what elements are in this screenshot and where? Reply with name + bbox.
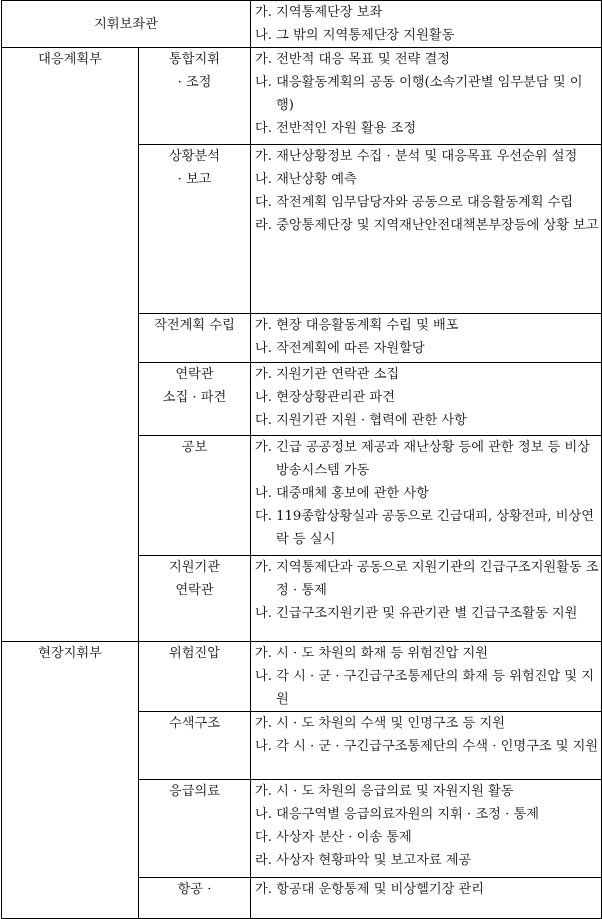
list-item: 다. 사상자 분산 · 이송 통제 xyxy=(255,830,412,845)
section-label: 현장지휘부 xyxy=(38,646,102,661)
section-label: 지휘보좌관 xyxy=(94,16,158,32)
list-item: 가. 시 · 도 차원의 화재 등 위험진압 지원 xyxy=(255,646,489,661)
section-cell xyxy=(2,642,139,919)
subsection-cell xyxy=(139,878,251,919)
list-item: 가. 긴급 공공정보 제공과 재난상황 등에 관한 정보 등 비상방송시스템 가동 xyxy=(255,440,590,478)
list-item: 가. 현장 대응활동계획 수립 및 배포 xyxy=(255,318,459,333)
section-cell xyxy=(2,48,139,642)
description-cell xyxy=(251,780,602,878)
subsection-cell xyxy=(139,436,251,556)
responsibility-table xyxy=(1,0,602,919)
list-item: 가. 지역통제단장 보좌 xyxy=(255,5,383,20)
subsection-label: · 조정 xyxy=(177,75,212,90)
list-item: 나. 대중매체 홍보에 관한 사항 xyxy=(255,486,429,501)
description-cell xyxy=(251,436,602,556)
subsection-cell xyxy=(139,314,251,363)
list-item: 나. 현장상황관리관 파견 xyxy=(255,390,395,405)
subsection-label: 수색구조 xyxy=(169,716,220,731)
list-item: 다. 119종합상황실과 공동으로 긴급대피, 상황전파, 비상연락 등 실시 xyxy=(255,509,594,547)
subsection-label: 작전계획 수립 xyxy=(154,318,235,333)
table-row xyxy=(2,48,602,145)
subsection-label: 항공 · xyxy=(177,882,212,897)
list-item: 나. 대응구역별 응급의료자원의 지휘 · 조정 · 통제 xyxy=(255,807,539,822)
description-cell xyxy=(251,556,602,642)
list-item: 나. 각 시 · 군 · 구긴급구조통제단의 화재 등 위험진압 및 지원 xyxy=(255,669,594,707)
table-body xyxy=(2,1,602,919)
subsection-cell xyxy=(139,712,251,780)
list-item: 라. 중앙통제단장 및 지역재난안전대책본부장등에 상황 보고 xyxy=(255,218,599,233)
list-item: 다. 작전계획 임무담당자와 공동으로 대응활동계획 수립 xyxy=(255,195,574,210)
subsection-label: 응급의료 xyxy=(169,784,220,799)
subsection-cell xyxy=(139,145,251,314)
table-row xyxy=(2,642,602,712)
description-cell xyxy=(251,314,602,363)
subsection-cell xyxy=(139,780,251,878)
list-item: 가. 지원기관 연락관 소집 xyxy=(255,367,400,382)
list-item: 가. 전반적 대응 목표 및 전략 결정 xyxy=(255,52,450,67)
subsection-cell xyxy=(139,642,251,712)
list-item: 나. 작전계획에 따른 자원할당 xyxy=(255,341,425,356)
description-cell xyxy=(251,1,602,48)
subsection-cell xyxy=(139,48,251,145)
list-item: 가. 시 · 도 차원의 수색 및 인명구조 등 지원 xyxy=(255,716,505,731)
description-cell xyxy=(251,712,602,780)
description-cell xyxy=(251,878,602,919)
subsection-label: 연락관 xyxy=(175,583,214,598)
list-item: 나. 긴급구조지원기관 및 유관기관 별 긴급구조활동 지원 xyxy=(255,606,578,621)
description-cell xyxy=(251,642,602,712)
list-item: 나. 재난상황 예측 xyxy=(255,172,357,187)
description-cell xyxy=(251,48,602,145)
list-item: 다. 전반적인 자원 활용 조정 xyxy=(255,121,417,136)
description-cell xyxy=(251,363,602,436)
subsection-label: 위험진압 xyxy=(169,646,220,661)
subsection-label: 지원기관 xyxy=(169,560,220,575)
list-item: 나. 각 시 · 군 · 구긴급구조통제단의 수색 · 인명구조 및 지원 xyxy=(255,739,599,754)
list-item: 가. 재난상황정보 수집 · 분석 및 대응목표 우선순위 설정 xyxy=(255,149,578,164)
section-label: 대응계획부 xyxy=(38,52,102,67)
list-item: 가. 항공대 운항통제 및 비상헬기장 관리 xyxy=(255,882,484,897)
subsection-label: 공보 xyxy=(181,440,208,455)
subsection-cell xyxy=(139,556,251,642)
subsection-label: 상황분석 xyxy=(169,149,220,164)
table-row xyxy=(2,1,602,48)
subsection-label: · 보고 xyxy=(177,172,212,187)
subsection-label: 통합지휘 xyxy=(169,52,220,67)
list-item: 나. 그 밖의 지역통제단장 지원활동 xyxy=(255,28,455,43)
subsection-cell xyxy=(139,363,251,436)
list-item: 라. 사상자 현황파악 및 보고자료 제공 xyxy=(255,853,472,868)
section-cell xyxy=(2,1,251,48)
subsection-label: 소집 · 파견 xyxy=(162,390,227,405)
list-item: 나. 대응활동계획의 공동 이행(소속기관별 임무분담 및 이행) xyxy=(255,75,583,113)
list-item: 가. 지역통제단과 공동으로 지원기관의 긴급구조지원활동 조정 · 통제 xyxy=(255,560,599,598)
description-cell xyxy=(251,145,602,314)
list-item: 가. 시 · 도 차원의 응급의료 및 자원지원 활동 xyxy=(255,784,514,799)
subsection-label: 연락관 xyxy=(175,367,214,382)
list-item: 다. 지원기관 지원 · 협력에 관한 사항 xyxy=(255,413,467,428)
